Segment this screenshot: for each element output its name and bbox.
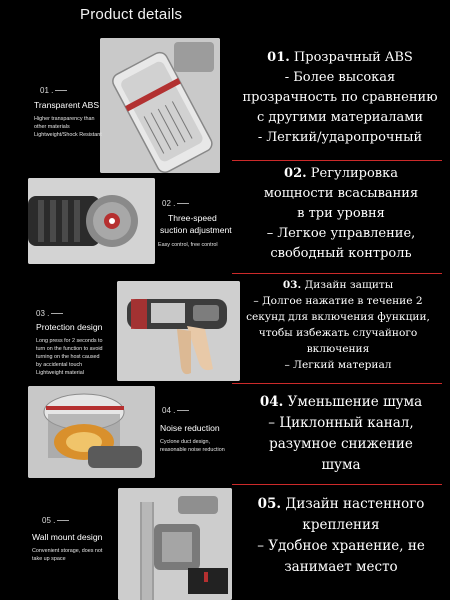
feature-title-4: Noise reduction	[160, 423, 220, 433]
product-photo-5	[118, 488, 232, 600]
product-photo-2	[28, 178, 155, 264]
feature-number-2: 02 .	[162, 199, 189, 208]
product-photo-3	[117, 281, 240, 381]
ru-description-2: 02. Регулировка мощности всасывания в три уровня – Легкое управление, свободный контроль	[263, 166, 419, 261]
feature-title-1: Transparent ABS	[34, 100, 100, 110]
feature-title-5: Wall mount design	[32, 532, 103, 542]
feature-desc-5: Convenient storage, does not take up space	[32, 548, 103, 562]
divider-4	[232, 484, 442, 485]
divider-2	[232, 273, 442, 274]
ru-description-4: 04. Уменьшение шума – Циклонный канал, разумное снижение шума	[259, 394, 423, 473]
feature-desc-3: Long press for 2 seconds to turn on the function to avoid turning on the host caused by accidental touch Lightweight material	[36, 338, 103, 376]
divider-3	[232, 383, 442, 384]
feature-panel-2	[0, 166, 450, 281]
feature-number-3: 03 .	[36, 309, 63, 318]
feature-panel-3	[0, 281, 450, 384]
feature-number-1: 01 .	[40, 86, 67, 95]
feature-number-4: 04 .	[162, 406, 189, 415]
ru-description-1: 01. Прозрачный ABS - Более высокая прозрачность по сравнению с другими материалами - Легкий/ударопрочный	[242, 50, 438, 145]
feature-number-5: 05 .	[42, 516, 69, 525]
feature-title-3: Protection design	[36, 322, 103, 332]
feature-panel-1	[0, 38, 450, 178]
product-photo-1	[100, 38, 220, 173]
feature-panel-4	[0, 386, 450, 488]
page-title: Product details	[80, 6, 183, 23]
product-photo-4	[28, 386, 155, 478]
ru-description-3: 03. Дизайн защиты – Долгое нажатие в течение 2 секунд для включения функции, чтобы избежать случайного включения – Легкий материал	[246, 279, 430, 371]
feature-panel-5	[0, 488, 450, 600]
feature-desc-1: Higher transparency than other materials Lightweight/Shock Resistant	[34, 116, 102, 138]
feature-desc-4: Cyclone duct design, reasonable noise reduction	[160, 439, 225, 453]
divider-1	[232, 160, 442, 161]
ru-description-5: 05. Дизайн настенного крепления – Удобное хранение, не занимает место	[257, 496, 425, 575]
feature-title-2: Three-speed suction adjustment	[160, 213, 232, 235]
feature-desc-2: Easy control, free control	[158, 242, 218, 248]
